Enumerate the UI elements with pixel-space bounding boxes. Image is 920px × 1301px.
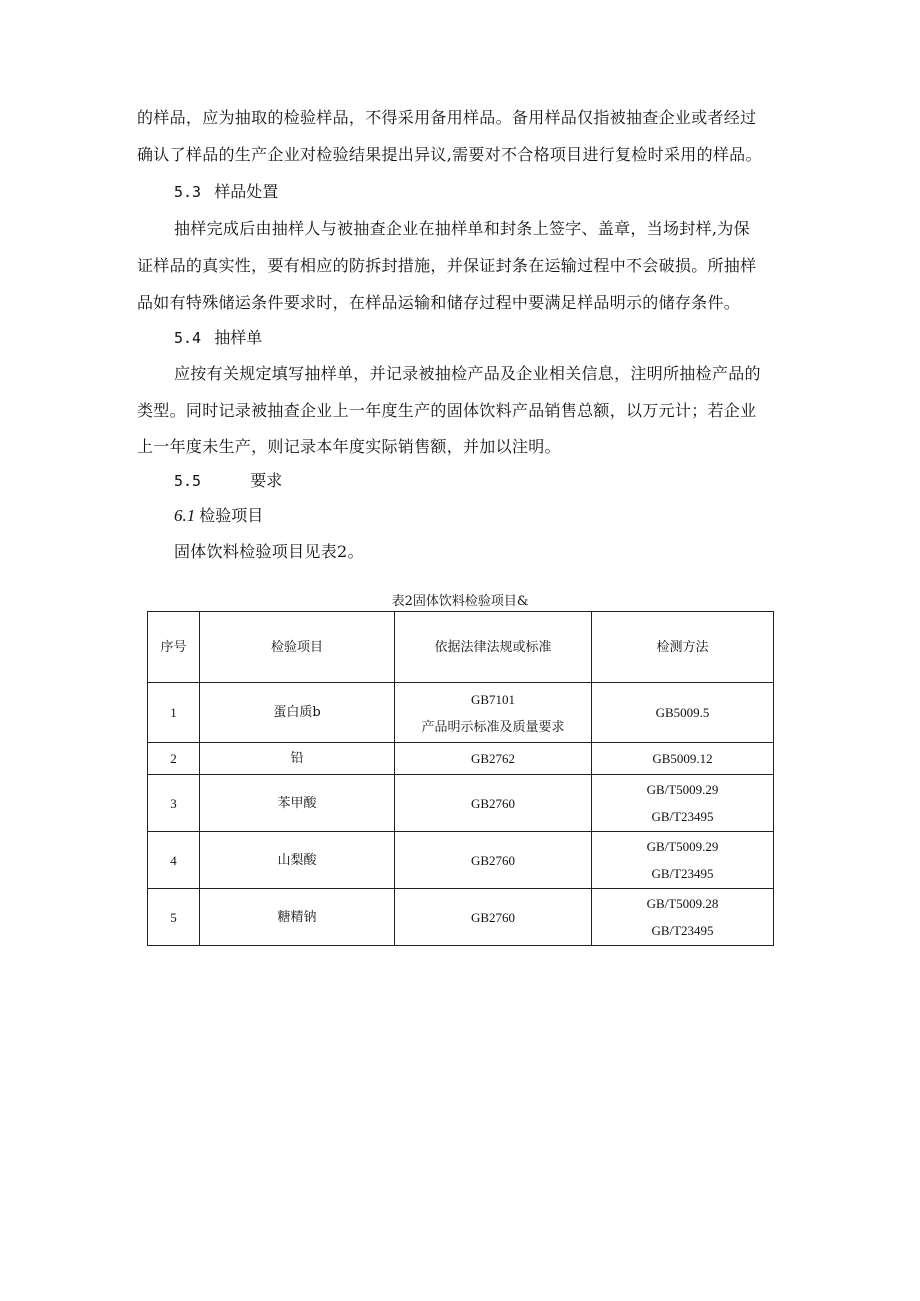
basis-line: GB2760 (470, 852, 516, 868)
paragraph-line: 确认了样品的生产企业对检验结果提出异议,需要对不合格项目进行复检时采用的样品。 (137, 145, 762, 164)
paragraph-line: 上一年度未生产，则记录本年度实际销售额，并加以注明。 (137, 437, 561, 456)
method-line: GB/T23495 (651, 923, 714, 938)
section-title: 抽样单 (214, 328, 263, 347)
section-number: 5.5 (174, 472, 202, 490)
method-line: GB/T5009.28 (646, 896, 719, 911)
header-item: 检验项目 (200, 612, 395, 683)
cell-no: 3 (148, 775, 200, 832)
header-method: 检测方法 (592, 612, 774, 683)
method-line: GB5009.12 (652, 751, 713, 766)
section-number: 5.3 (174, 183, 202, 201)
cell-item: 糖精钠 (200, 889, 395, 946)
header-basis: 依据法律法规或标准 (395, 612, 592, 683)
cell-basis (395, 743, 592, 775)
method-line: GB/T23495 (651, 866, 714, 881)
basis-line: GB2760 (470, 909, 516, 925)
section-number: 6.1 (174, 506, 196, 525)
section-heading-5-4 (174, 328, 262, 348)
table-caption: 表2固体饮料检验项目& (391, 594, 529, 609)
paragraph-line: 应按有关规定填写抽样单，并记录被抽检产品及企业相关信息，注明所抽检产品的 (174, 364, 761, 383)
paragraph-line: 固体饮料检验项目见表2。 (174, 542, 364, 561)
cell-item: 蛋白质b (200, 683, 395, 743)
basis-line: GB2762 (470, 751, 516, 766)
cell-no: 5 (148, 889, 200, 946)
table-header-row (148, 612, 774, 683)
method-line: GB/T5009.29 (646, 782, 719, 797)
cell-basis (395, 775, 592, 832)
cell-method (592, 743, 774, 775)
cell-basis (395, 683, 592, 743)
cell-method (592, 889, 774, 946)
section-number: 5.4 (174, 329, 202, 347)
basis-line: GB7101 (470, 691, 516, 707)
cell-item: 铅 (200, 743, 395, 775)
paragraph-line: 类型。同时记录被抽查企业上一年度生产的固体饮料产品销售总额，以万元计；若企业 (137, 401, 757, 420)
section-heading-6-1 (174, 506, 263, 526)
cell-no: 2 (148, 743, 200, 775)
cell-item: 苯甲酸 (200, 775, 395, 832)
cell-no: 4 (148, 832, 200, 889)
cell-method (592, 683, 774, 743)
table-row (148, 889, 774, 946)
section-title: 检验项目 (199, 506, 264, 525)
method-line: GB/T23495 (651, 809, 714, 824)
paragraph-line: 抽样完成后由抽样人与被抽查企业在抽样单和封条上签字、盖章，当场封样,为保 (174, 219, 750, 238)
cell-item: 山梨酸 (200, 832, 395, 889)
section-title: 要求 (250, 471, 283, 490)
cell-no: 1 (148, 683, 200, 743)
section-title: 样品处置 (214, 182, 279, 201)
table-row (148, 775, 774, 832)
table-row (148, 743, 774, 775)
basis-line: 产品明示标准及质量要求 (421, 718, 565, 734)
section-heading-5-5 (174, 471, 282, 491)
paragraph-line: 的样品，应为抽取的检验样品，不得采用备用样品。备用样品仅指被抽查企业或者经过 (137, 108, 757, 127)
method-line: GB5009.5 (655, 705, 710, 720)
inspection-items-table (147, 611, 774, 946)
cell-basis (395, 832, 592, 889)
section-heading-5-3 (174, 182, 278, 202)
header-no: 序号 (148, 612, 200, 683)
paragraph-line: 品如有特殊储运条件要求时，在样品运输和储存过程中要满足样品明示的储存条件。 (137, 293, 741, 312)
table-row (148, 683, 774, 743)
cell-basis (395, 889, 592, 946)
cell-method (592, 775, 774, 832)
table-row (148, 832, 774, 889)
method-line: GB/T5009.29 (646, 839, 719, 854)
basis-line: GB2760 (470, 795, 516, 811)
cell-method (592, 832, 774, 889)
paragraph-line: 证样品的真实性，要有相应的防拆封措施，并保证封条在运输过程中不会破损。所抽样 (137, 256, 757, 275)
